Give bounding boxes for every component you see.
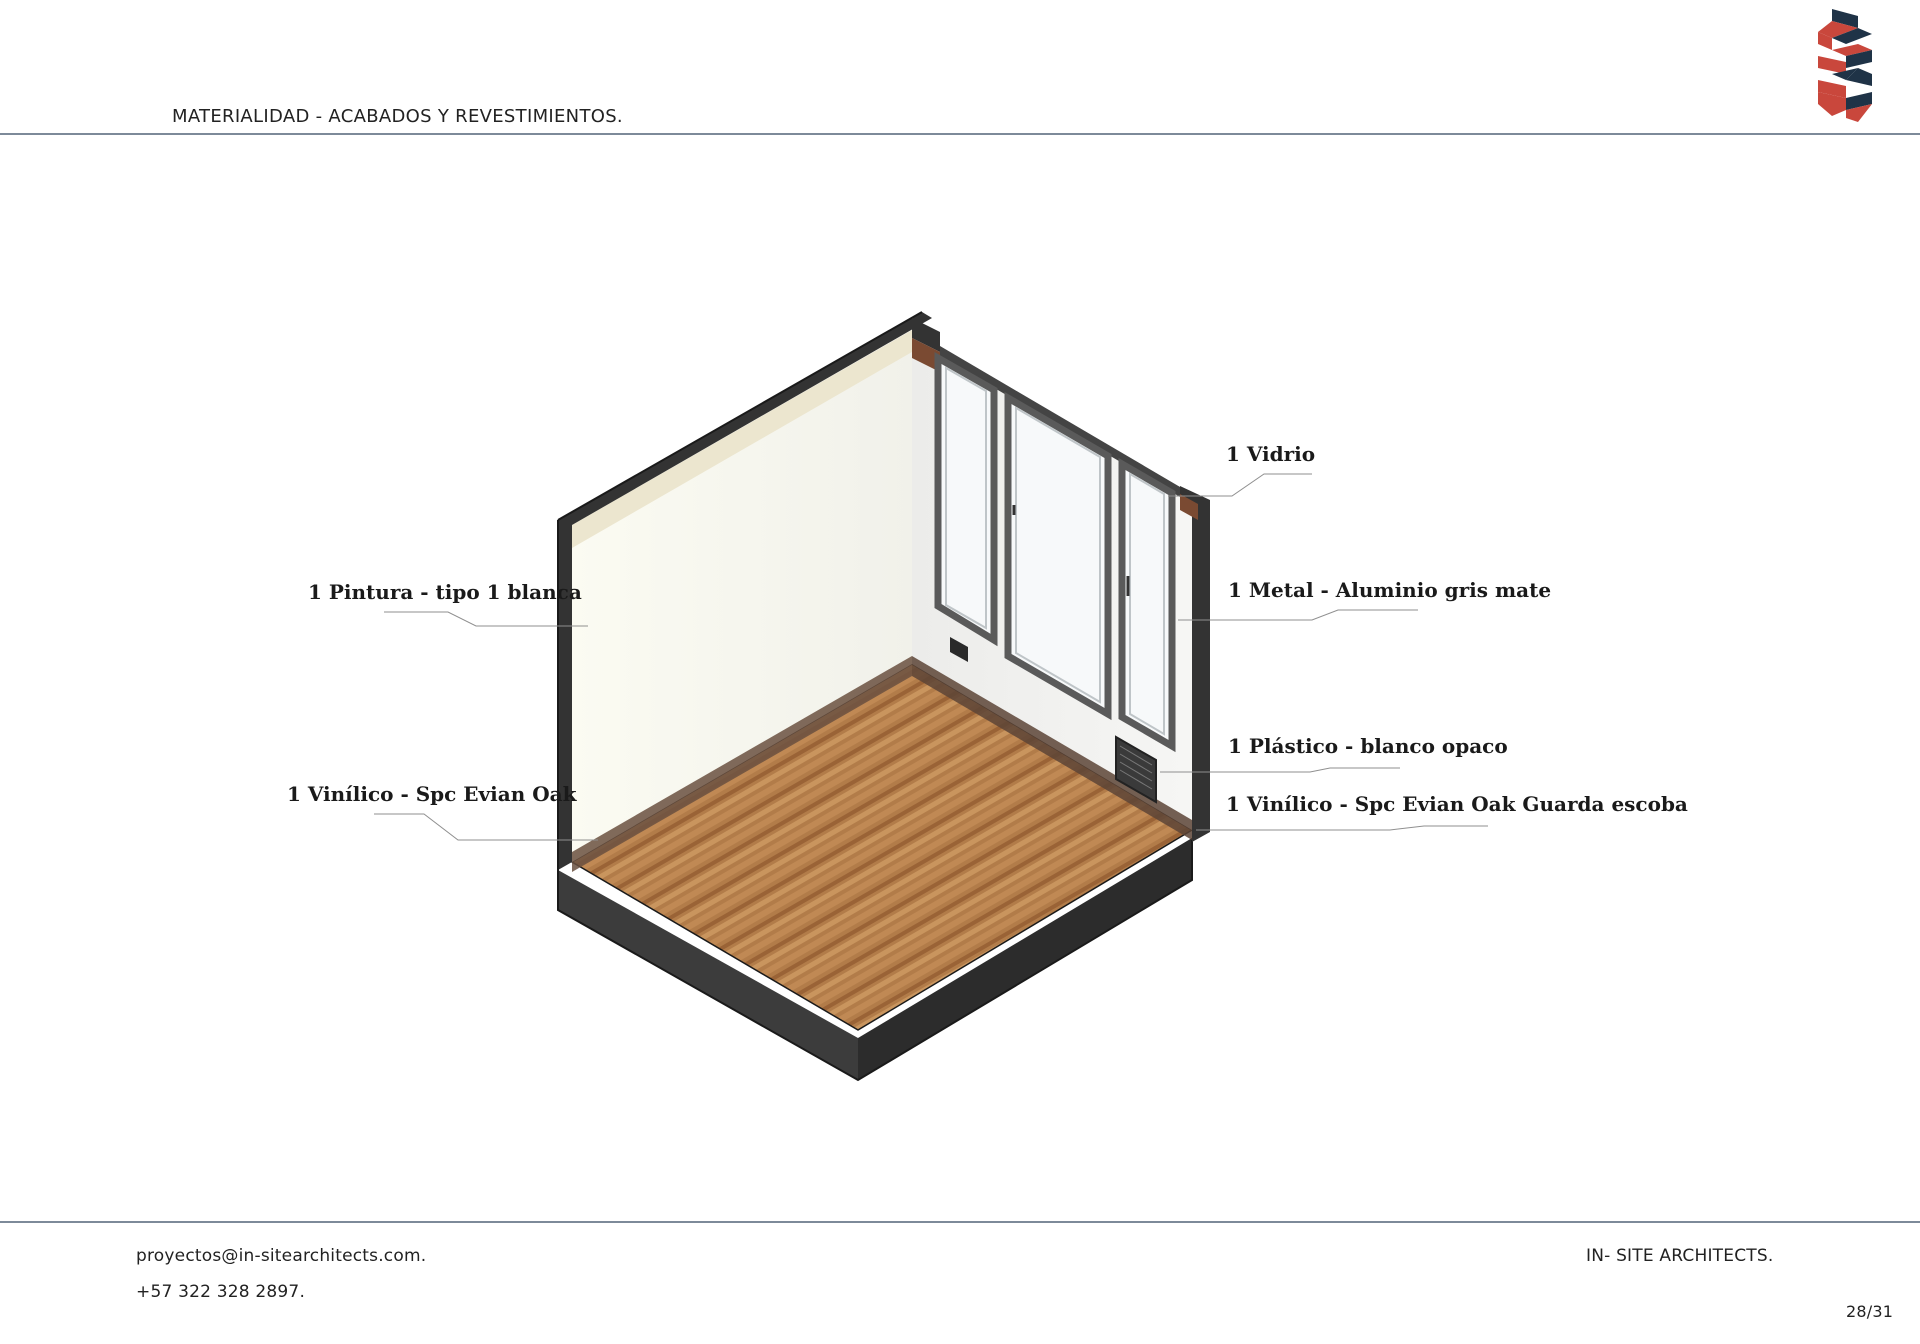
footer-phone: +57 322 328 2897.	[136, 1282, 306, 1302]
page-title: MATERIALIDAD - ACABADOS Y REVESTIMIENTOS.	[172, 106, 623, 127]
footer-email: proyectos@in-sitearchitects.com.	[136, 1246, 427, 1266]
annotation-metal: 1 Metal - Aluminio gris mate	[1228, 578, 1552, 602]
footer-brand: IN- SITE ARCHITECTS.	[1586, 1246, 1774, 1266]
annotation-pintura: 1 Pintura - tipo 1 blanca	[308, 580, 582, 604]
annotation-vidrio: 1 Vidrio	[1226, 442, 1316, 466]
annotation-guarda-escoba: 1 Vinílico - Spc Evian Oak Guarda escoba	[1226, 792, 1688, 816]
annotation-plastico: 1 Plástico - blanco opaco	[1228, 734, 1508, 758]
annotation-vinilico: 1 Vinílico - Spc Evian Oak	[287, 782, 577, 806]
page-number: 28/31	[1846, 1302, 1894, 1321]
footer-divider	[0, 1221, 1920, 1223]
